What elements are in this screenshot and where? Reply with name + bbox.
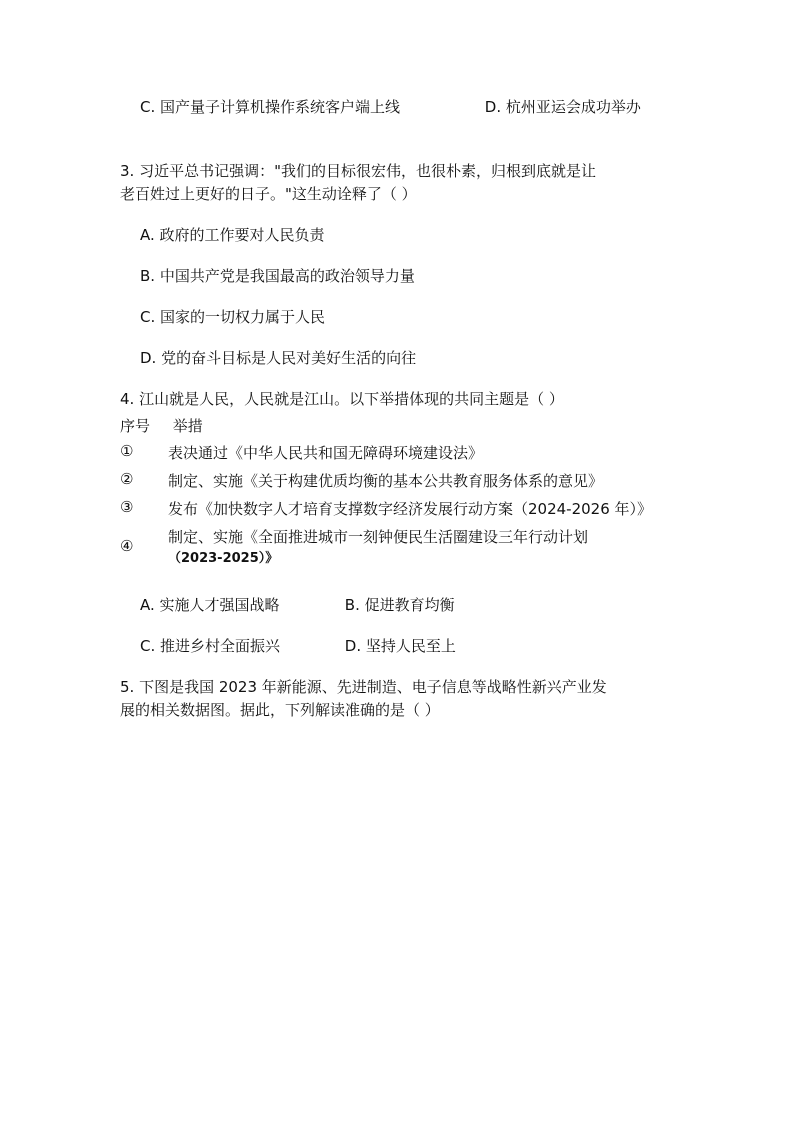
- q4-options-row1: [140, 594, 455, 616]
- q3-stem-line1: 3. 习近平总书记强调："我们的目标很宏伟，也很朴素，归根到底就是让: [120, 162, 596, 180]
- q4-option-c: C. 推进乡村全面振兴: [140, 637, 281, 655]
- q4-header-measure: 举措: [172, 417, 203, 435]
- q4-option-a: A. 实施人才强国战略: [140, 596, 280, 614]
- q4-row-number: ④: [120, 537, 134, 555]
- q4-row-text: 发布《加快数字人才培育支撑数字经济发展行动方案（2024-2026 年）》: [168, 500, 653, 518]
- q2-option-d: D. 杭州亚运会成功举办: [484, 98, 641, 116]
- q4-row-number: ①: [120, 442, 134, 460]
- q4-row-text: 制定、实施《关于构建优质均衡的基本公共教育服务体系的意见》: [168, 472, 604, 490]
- q3-option-d: D. 党的奋斗目标是人民对美好生活的向往: [140, 349, 417, 367]
- q4-stem: 4. 江山就是人民，人民就是江山。以下举措体现的共同主题是（ ）: [120, 390, 564, 408]
- q4-option-b: B. 促进教育均衡: [344, 596, 455, 614]
- q4-option-d: D. 坚持人民至上: [344, 637, 456, 655]
- q5-stem-line1: 5. 下图是我国 2023 年新能源、先进制造、电子信息等战略性新兴产业发: [120, 678, 607, 696]
- q4-row-number: ②: [120, 470, 134, 488]
- q3-option-a: A. 政府的工作要对人民负责: [140, 226, 325, 244]
- q3-stem-line2: 老百姓过上更好的日子。"这生动诠释了（ ）: [120, 185, 417, 203]
- figure-placeholder: [120, 740, 680, 1040]
- q3-option-b: B. 中国共产党是我国最高的政治领导力量: [140, 267, 415, 285]
- q4-header-number: 序号: [120, 417, 151, 435]
- q4-row-text-line2: （2023-2025）》: [168, 551, 279, 566]
- q2-option-c: C. 国产量子计算机操作系统客户端上线: [140, 98, 401, 116]
- q4-row-number: ③: [120, 498, 134, 516]
- q4-row-text-line1: 制定、实施《全面推进城市一刻钟便民生活圈建设三年行动计划: [168, 528, 589, 546]
- q2-options-row: [140, 96, 641, 118]
- q4-table-header: [120, 415, 203, 437]
- q4-options-row2: [140, 635, 456, 657]
- q4-table-row: [120, 526, 680, 570]
- q3-option-c: C. 国家的一切权力属于人民: [140, 308, 326, 326]
- q5-stem-line2: 展的相关数据图。据此，下列解读准确的是（ ）: [120, 701, 440, 719]
- q4-row-text: 表决通过《中华人民共和国无障碍环境建设法》: [168, 444, 484, 462]
